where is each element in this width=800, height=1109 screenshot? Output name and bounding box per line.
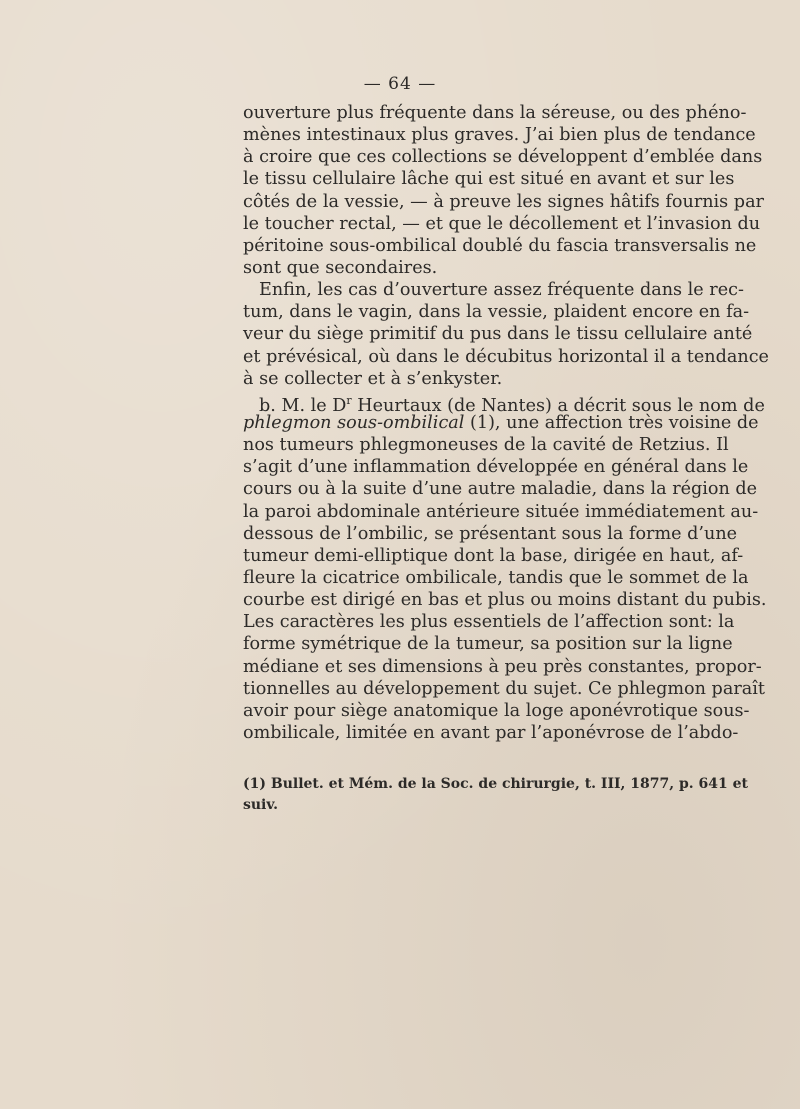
paragraph-2: [243, 279, 769, 390]
text-line: dessous de l’ombilic, se présentant sous la forme d’une: [243, 523, 738, 544]
text-line: tumeur demi-elliptique dont la base, dirigée en haut, af-: [243, 545, 744, 566]
text-line: nos tumeurs phlegmoneuses de la cavité de Retzius. Il: [243, 435, 729, 456]
text-line: tionnelles au développement du sujet. Ce phlegmon paraît: [243, 678, 765, 699]
text-line: [243, 390, 765, 416]
footnote-line: (1) Bullet. et Mém. de la Soc. de chirurgie, t. III, 1877, p. 641 et: [243, 776, 749, 792]
paragraph-1: [243, 102, 764, 279]
footnote: [243, 774, 749, 816]
text-line: à se collecter et à s’enkyster.: [243, 368, 503, 389]
text-line: veur du siège primitif du pus dans le tissu cellulaire anté: [243, 324, 753, 345]
text-line: sont que secondaires.: [243, 257, 438, 278]
page-number: — 64 —: [363, 74, 437, 94]
text-line: [243, 412, 759, 434]
line-rest: (1), une affection très voisine de: [464, 412, 759, 433]
superscript: r: [346, 393, 352, 407]
text-line: fleure la cicatrice ombilicale, tandis que le sommet de la: [243, 567, 749, 588]
text-line: cours ou à la suite d’une autre maladie, dans la région de: [243, 479, 758, 500]
text-line: le tissu cellulaire lâche qui est situé en avant et sur les: [243, 169, 735, 190]
text-line: ombilicale, limitée en avant par l’aponévrose de l’abdo-: [243, 722, 739, 743]
text-line: péritoine sous-ombilical doublé du fascia transversalis ne: [243, 235, 757, 256]
text-line: médiane et ses dimensions à peu près constantes, propor-: [243, 656, 762, 677]
text-line: ouverture plus fréquente dans la séreuse, ou des phéno-: [243, 103, 747, 123]
text-line: courbe est dirigé en bas et plus ou moins distant du pubis.: [243, 590, 767, 611]
text-line: tum, dans le vagin, dans la vessie, plaident encore en fa-: [243, 302, 750, 323]
text-line: côtés de la vessie, — à preuve les signes hâtifs fournis par: [243, 191, 764, 212]
text-line: forme symétrique de la tumeur, sa position sur la ligne: [243, 634, 733, 655]
text-line: Enfin, les cas d’ouverture assez fréquente dans le rec-: [259, 280, 744, 301]
line-suffix: Heurtaux (de Nantes) a décrit sous le nom de: [351, 395, 765, 416]
text-line: s’agit d’une inflammation développée en général dans le: [243, 457, 749, 478]
text-line: et prévésical, où dans le décubitus horizontal il a tendance: [243, 346, 769, 367]
italic-term: phlegmon sous-ombilical: [243, 412, 465, 433]
text-line: la paroi abdominale antérieure située immédiatement au-: [243, 501, 759, 522]
text-line: avoir pour siège anatomique la loge aponévrotique sous-: [243, 700, 750, 721]
paragraph-3: [243, 390, 767, 744]
body-text: [243, 102, 769, 744]
text-line: le toucher rectal, — et que le décollement et l’invasion du: [243, 213, 761, 234]
text-line: à croire que ces collections se développent d’emblée dans: [243, 147, 763, 168]
text-line: mènes intestinaux plus graves. J’ai bien plus de tendance: [243, 125, 756, 146]
footnote-line: suiv.: [243, 797, 278, 813]
line-prefix: b. M. le D: [259, 395, 347, 416]
text-line: Les caractères les plus essentiels de l’affection sont: la: [243, 612, 735, 633]
